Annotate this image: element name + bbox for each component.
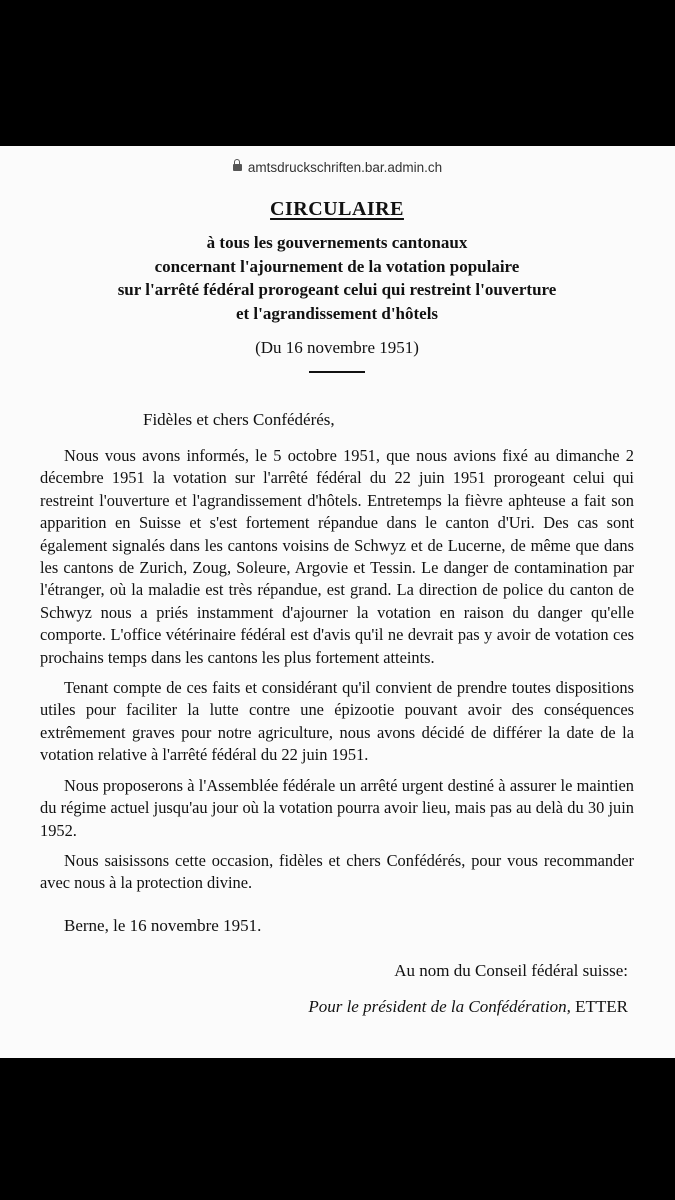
signature-name: ETTER xyxy=(575,996,628,1016)
paragraph: Nous vous avons informés, le 5 octobre 1951, que nous avions fixé au dimanche 2 décembre 1951 la votation sur l'arrêté fédéral du 22 juin 1951 prorogeant celui qui restreint l'ouverture et l'agrandissement d'hôtels. Entretemps la fièvre aphteuse a fait son apparition en Suisse et s'est fortement répandue dans le canton d'Uri. Des cas sont également signalés dans les cantons voisins de Schwyz et de Lucerne, de même que dans les cantons de Zurich, Zoug, Soleure, Argovie et Tessin. Le danger de contamination par l'étranger, où la maladie est très répandue, est grand. La direction de police du canton de Schwyz nous a priés instamment d'ajourner la votation en raison du danger qu'elle comporte. L'office vétérinaire fédéral est d'avis qu'il ne devrait pas y avoir de votation ces prochains temps dans les cantons les plus fortement atteints. xyxy=(40,446,634,667)
subtitle-line: concernant l'ajournement de la votation populaire xyxy=(154,256,520,276)
divider xyxy=(309,371,365,373)
subtitle-line: à tous les gouvernements cantonaux xyxy=(206,233,468,252)
signature-role: Pour le président de la Confédération, xyxy=(308,996,571,1016)
paragraph: Nous saisissons cette occasion, fidèles et chers Confédérés, pour vous recommander avec nous à la protection divine. xyxy=(40,850,634,893)
signature xyxy=(40,996,628,1018)
document-subtitle xyxy=(40,231,634,325)
url-text: amtsdruckschriften.bar.admin.ch xyxy=(247,160,443,175)
salutation: Fidèles et chers Confédérés, xyxy=(143,410,335,429)
subtitle-line: et l'agrandissement d'hôtels xyxy=(235,303,439,323)
url-bar[interactable] xyxy=(0,160,675,182)
document-page xyxy=(0,146,675,1058)
paragraph: Nous proposerons à l'Assemblée fédérale un arrêté urgent destiné à assurer le maintien du régime actuel jusqu'au jour où la votation pourra avoir lieu, mais pas au delà du 30 juin 1952. xyxy=(40,775,634,840)
lock-icon xyxy=(233,164,242,171)
subtitle-line: sur l'arrêté fédéral prorogeant celui qui restreint l'ouverture xyxy=(117,280,557,299)
paragraph: Tenant compte de ces faits et considérant qu'il convient de prendre toutes dispositions utiles pour faciliter la lutte contre une épizootie pouvant avoir des conséquences extrêmement graves pour notre agriculture, nous avons décidé de différer la date de la votation relative à l'arrêté fédéral du 22 juin 1951. xyxy=(40,678,634,765)
document-date: (Du 16 novembre 1951) xyxy=(255,338,419,357)
place-date: Berne, le 16 novembre 1951. xyxy=(64,915,262,935)
document-title: CIRCULAIRE xyxy=(270,198,404,220)
document-body xyxy=(40,196,634,1018)
signature-authority: Au nom du Conseil fédéral suisse: xyxy=(394,960,628,980)
